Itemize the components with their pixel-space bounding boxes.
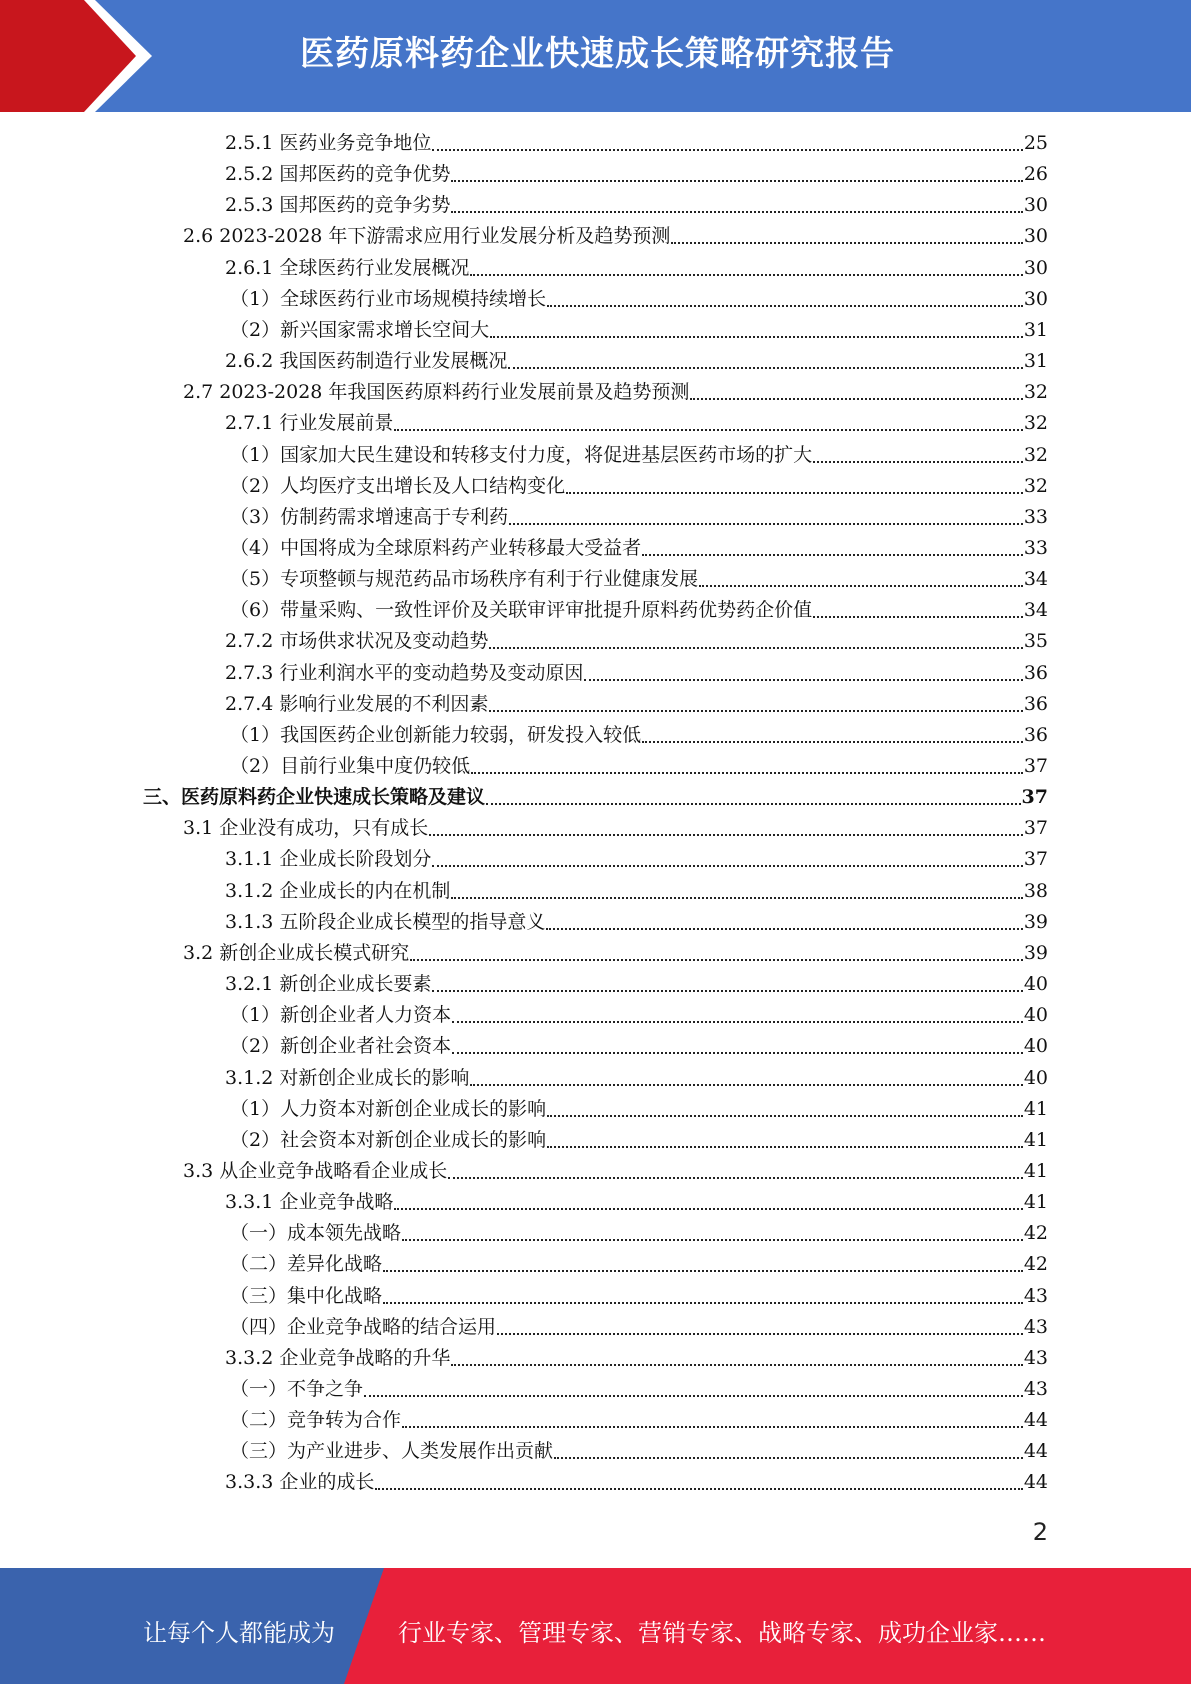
toc-entry-title: （1）新创企业者人力资本 bbox=[230, 1004, 452, 1026]
toc-dot-leader bbox=[813, 461, 1023, 463]
toc-dot-leader bbox=[432, 865, 1022, 867]
toc-dot-leader bbox=[489, 710, 1022, 712]
toc-entry[interactable] bbox=[225, 689, 1048, 720]
toc-dot-leader bbox=[642, 554, 1023, 556]
toc-entry[interactable] bbox=[225, 1343, 1048, 1374]
toc-entry-page: 37 bbox=[1023, 817, 1048, 839]
toc-entry[interactable] bbox=[230, 1312, 1048, 1343]
toc-entry-page: 37 bbox=[1021, 786, 1048, 808]
toc-entry-title: 2.6.2 我国医药制造行业发展概况 bbox=[225, 350, 508, 372]
toc-entry-title: 3.3.2 企业竞争战略的升华 bbox=[225, 1347, 451, 1369]
toc-entry-title: （6）带量采购、一致性评价及关联审评审批提升原料药优势药企价值 bbox=[230, 599, 813, 621]
page-number: 2 bbox=[1032, 1518, 1048, 1546]
toc-dot-leader bbox=[486, 803, 1021, 805]
toc-dot-leader bbox=[471, 772, 1023, 774]
toc-entry[interactable] bbox=[225, 408, 1048, 439]
toc-entry-title: 3.1.2 对新创企业成长的影响 bbox=[225, 1067, 470, 1089]
toc-entry-title: 3.3 从企业竞争战略看企业成长 bbox=[183, 1160, 448, 1182]
toc-dot-leader bbox=[547, 1146, 1023, 1148]
toc-entry-title: （1）人力资本对新创企业成长的影响 bbox=[230, 1098, 547, 1120]
toc-entry[interactable] bbox=[230, 564, 1048, 595]
toc-entry-title: 3.1.3 五阶段企业成长模型的指导意义 bbox=[225, 911, 546, 933]
toc-dot-leader bbox=[554, 1457, 1023, 1459]
toc-entry[interactable] bbox=[230, 1374, 1048, 1405]
toc-dot-leader bbox=[448, 1177, 1023, 1179]
toc-entry[interactable] bbox=[225, 1063, 1048, 1094]
toc-entry-page: 40 bbox=[1023, 1067, 1048, 1089]
toc-dot-leader bbox=[452, 1052, 1023, 1054]
toc-dot-leader bbox=[584, 679, 1022, 681]
toc-entry-page: 37 bbox=[1023, 755, 1048, 777]
toc-dot-leader bbox=[509, 523, 1023, 525]
toc-entry[interactable] bbox=[230, 595, 1048, 626]
toc-entry[interactable] bbox=[225, 159, 1048, 190]
toc-entry[interactable] bbox=[225, 626, 1048, 657]
toc-entry-page: 41 bbox=[1023, 1098, 1048, 1120]
toc-entry[interactable] bbox=[183, 221, 1048, 252]
toc-entry-title: （一）成本领先战略 bbox=[230, 1222, 402, 1244]
toc-entry-title: （2）人均医疗支出增长及人口结构变化 bbox=[230, 475, 566, 497]
toc-entry[interactable] bbox=[183, 1156, 1048, 1187]
toc-dot-leader bbox=[547, 305, 1023, 307]
toc-entry[interactable] bbox=[230, 533, 1048, 564]
toc-entry-title: 3.1.1 企业成长阶段划分 bbox=[225, 848, 432, 870]
toc-entry-title: （1）国家加大民生建设和转移支付力度，将促进基层医药市场的扩大 bbox=[230, 444, 813, 466]
toc-entry[interactable] bbox=[183, 377, 1048, 408]
toc-entry[interactable] bbox=[225, 876, 1048, 907]
toc-entry[interactable] bbox=[230, 502, 1048, 533]
toc-entry[interactable] bbox=[183, 813, 1048, 844]
toc-entry-title: 2.7.4 影响行业发展的不利因素 bbox=[225, 693, 489, 715]
toc-entry-page: 42 bbox=[1023, 1222, 1048, 1244]
toc-dot-leader bbox=[432, 149, 1022, 151]
toc-entry-page: 36 bbox=[1023, 724, 1048, 746]
toc-entry-page: 41 bbox=[1023, 1129, 1048, 1151]
report-title: 医药原料药企业快速成长策略研究报告 bbox=[300, 34, 895, 74]
toc-entry-title: （1）全球医药行业市场规模持续增长 bbox=[230, 288, 547, 310]
toc-entry-title: （一）不争之争 bbox=[230, 1378, 364, 1400]
toc-entry-page: 36 bbox=[1023, 662, 1048, 684]
toc-entry-title: 2.7 2023-2028 年我国医药原料药行业发展前景及趋势预测 bbox=[183, 381, 690, 403]
toc-dot-leader bbox=[642, 741, 1023, 743]
toc-dot-leader bbox=[671, 242, 1022, 244]
toc-entry-page: 38 bbox=[1023, 880, 1048, 902]
toc-entry[interactable] bbox=[225, 907, 1048, 938]
toc-entry-page: 40 bbox=[1023, 1035, 1048, 1057]
toc-dot-leader bbox=[432, 990, 1022, 992]
toc-entry[interactable] bbox=[225, 1467, 1048, 1498]
toc-dot-leader bbox=[394, 1208, 1022, 1210]
toc-entry[interactable] bbox=[230, 284, 1048, 315]
toc-dot-leader bbox=[451, 211, 1022, 213]
toc-dot-leader bbox=[451, 897, 1022, 899]
toc-entry-title: 2.5.1 医药业务竞争地位 bbox=[225, 132, 432, 154]
toc-entry[interactable] bbox=[230, 1000, 1048, 1031]
toc-entry-page: 33 bbox=[1023, 537, 1048, 559]
toc-entry[interactable] bbox=[230, 1405, 1048, 1436]
toc-entry-title: （1）我国医药企业创新能力较弱，研发投入较低 bbox=[230, 724, 642, 746]
toc-entry-page: 40 bbox=[1023, 1004, 1048, 1026]
toc-entry-title: （二）差异化战略 bbox=[230, 1253, 383, 1275]
toc-entry[interactable] bbox=[230, 1249, 1048, 1280]
toc-entry-page: 30 bbox=[1023, 225, 1048, 247]
toc-dot-leader bbox=[490, 336, 1023, 338]
toc-entry-page: 40 bbox=[1023, 973, 1048, 995]
toc-entry-page: 44 bbox=[1023, 1440, 1048, 1462]
toc-entry-page: 43 bbox=[1023, 1285, 1048, 1307]
footer-slogan-left: 让每个人都能成为 bbox=[143, 1619, 335, 1647]
toc-entry-page: 35 bbox=[1023, 630, 1048, 652]
toc-entry[interactable] bbox=[230, 720, 1048, 751]
toc-entry-page: 36 bbox=[1023, 693, 1048, 715]
toc-entry-page: 32 bbox=[1023, 381, 1048, 403]
toc-entry[interactable] bbox=[230, 1094, 1048, 1125]
toc-entry[interactable] bbox=[225, 128, 1048, 159]
toc-dot-leader bbox=[451, 180, 1022, 182]
toc-entry-page: 30 bbox=[1023, 288, 1048, 310]
toc-entry-title: 2.7.1 行业发展前景 bbox=[225, 412, 394, 434]
toc-entry[interactable] bbox=[143, 782, 1048, 813]
toc-entry[interactable] bbox=[230, 1281, 1048, 1312]
toc-entry-page: 25 bbox=[1023, 132, 1048, 154]
toc-entry[interactable] bbox=[225, 253, 1048, 284]
toc-dot-leader bbox=[497, 1333, 1023, 1335]
toc-entry[interactable] bbox=[225, 1187, 1048, 1218]
toc-entry-title: 3.3.3 企业的成长 bbox=[225, 1471, 375, 1493]
toc-dot-leader bbox=[547, 1115, 1023, 1117]
toc-dot-leader bbox=[813, 616, 1023, 618]
toc-entry-page: 42 bbox=[1023, 1253, 1048, 1275]
toc-dot-leader bbox=[364, 1395, 1023, 1397]
toc-dot-leader bbox=[394, 429, 1022, 431]
toc-entry[interactable] bbox=[230, 1031, 1048, 1062]
toc-entry-page: 43 bbox=[1023, 1347, 1048, 1369]
toc-entry-page: 32 bbox=[1023, 444, 1048, 466]
toc-entry-page: 39 bbox=[1023, 911, 1048, 933]
toc-entry-page: 31 bbox=[1023, 319, 1048, 341]
toc-dot-leader bbox=[383, 1270, 1023, 1272]
toc-entry-title: 2.6 2023-2028 年下游需求应用行业发展分析及趋势预测 bbox=[183, 225, 671, 247]
toc-entry[interactable] bbox=[225, 969, 1048, 1000]
toc-dot-leader bbox=[375, 1488, 1022, 1490]
toc-dot-leader bbox=[546, 928, 1022, 930]
toc-entry-title: （四）企业竞争战略的结合运用 bbox=[230, 1316, 497, 1338]
toc-dot-leader bbox=[508, 367, 1022, 369]
toc-entry-title: （二）竞争转为合作 bbox=[230, 1409, 402, 1431]
toc-dot-leader bbox=[383, 1302, 1023, 1304]
toc-entry-page: 31 bbox=[1023, 350, 1048, 372]
toc-entry-page: 26 bbox=[1023, 163, 1048, 185]
toc-entry-title: 3.1.2 企业成长的内在机制 bbox=[225, 880, 451, 902]
toc-entry-title: 3.3.1 企业竞争战略 bbox=[225, 1191, 394, 1213]
page-header bbox=[0, 0, 1191, 112]
toc-entry-title: （2）新兴国家需求增长空间大 bbox=[230, 319, 490, 341]
toc-entry[interactable] bbox=[230, 1436, 1048, 1467]
toc-entry[interactable] bbox=[225, 346, 1048, 377]
toc-entry-page: 32 bbox=[1023, 475, 1048, 497]
toc-entry-page: 37 bbox=[1023, 848, 1048, 870]
toc-entry[interactable] bbox=[230, 315, 1048, 346]
toc-entry[interactable] bbox=[225, 190, 1048, 221]
toc-entry-title: （2）目前行业集中度仍较低 bbox=[230, 755, 471, 777]
toc-dot-leader bbox=[402, 1239, 1023, 1241]
toc-dot-leader bbox=[690, 398, 1022, 400]
toc-entry-title: 3.1 企业没有成功，只有成长 bbox=[183, 817, 429, 839]
toc-entry[interactable] bbox=[225, 844, 1048, 875]
toc-entry[interactable] bbox=[225, 658, 1048, 689]
toc-entry[interactable] bbox=[230, 471, 1048, 502]
toc-entry-page: 43 bbox=[1023, 1316, 1048, 1338]
toc-entry-page: 41 bbox=[1023, 1191, 1048, 1213]
toc-entry-title: 3.2.1 新创企业成长要素 bbox=[225, 973, 432, 995]
toc-dot-leader bbox=[699, 585, 1023, 587]
toc-entry-title: （5）专项整顿与规范药品市场秩序有利于行业健康发展 bbox=[230, 568, 699, 590]
toc-entry-page: 33 bbox=[1023, 506, 1048, 528]
toc-entry-title: （三）为产业进步、人类发展作出贡献 bbox=[230, 1440, 554, 1462]
page-footer bbox=[0, 1568, 1191, 1684]
toc-dot-leader bbox=[470, 1084, 1022, 1086]
toc-dot-leader bbox=[452, 1021, 1023, 1023]
toc-dot-leader bbox=[402, 1426, 1023, 1428]
toc-entry-title: 2.7.2 市场供求状况及变动趋势 bbox=[225, 630, 489, 652]
toc-entry-title: （4）中国将成为全球原料药产业转移最大受益者 bbox=[230, 537, 642, 559]
toc-entry-page: 43 bbox=[1023, 1378, 1048, 1400]
toc-entry-title: （三）集中化战略 bbox=[230, 1285, 383, 1307]
toc-entry-page: 34 bbox=[1023, 568, 1048, 590]
toc-entry-page: 32 bbox=[1023, 412, 1048, 434]
toc-entry-title: 2.5.2 国邦医药的竞争优势 bbox=[225, 163, 451, 185]
toc-dot-leader bbox=[489, 647, 1022, 649]
toc-entry-title: （2）社会资本对新创企业成长的影响 bbox=[230, 1129, 547, 1151]
toc-entry-page: 44 bbox=[1023, 1409, 1048, 1431]
footer-slogan-right: 行业专家、管理专家、营销专家、战略专家、成功企业家…… bbox=[398, 1619, 1046, 1647]
toc-dot-leader bbox=[470, 274, 1022, 276]
toc-entry[interactable] bbox=[183, 938, 1048, 969]
toc-entry-title: 2.6.1 全球医药行业发展概况 bbox=[225, 257, 470, 279]
toc-entry[interactable] bbox=[230, 440, 1048, 471]
toc-entry[interactable] bbox=[230, 751, 1048, 782]
toc-entry-page: 41 bbox=[1023, 1160, 1048, 1182]
toc-dot-leader bbox=[429, 834, 1023, 836]
toc-entry-page: 44 bbox=[1023, 1471, 1048, 1493]
toc-dot-leader bbox=[451, 1364, 1022, 1366]
toc-entry-title: （3）仿制药需求增速高于专利药 bbox=[230, 506, 509, 528]
toc-entry-page: 30 bbox=[1023, 194, 1048, 216]
toc-dot-leader bbox=[566, 492, 1023, 494]
toc-entry-title: 三、医药原料药企业快速成长策略及建议 bbox=[143, 786, 486, 808]
toc-entry-page: 39 bbox=[1023, 942, 1048, 964]
toc-entry-title: 2.7.3 行业利润水平的变动趋势及变动原因 bbox=[225, 662, 584, 684]
toc-entry[interactable] bbox=[230, 1218, 1048, 1249]
toc-entry-title: 2.5.3 国邦医药的竞争劣势 bbox=[225, 194, 451, 216]
toc-dot-leader bbox=[410, 959, 1023, 961]
toc-entry-title: 3.2 新创企业成长模式研究 bbox=[183, 942, 410, 964]
toc-entry-title: （2）新创企业者社会资本 bbox=[230, 1035, 452, 1057]
toc-entry[interactable] bbox=[230, 1125, 1048, 1156]
toc-entry-page: 30 bbox=[1023, 257, 1048, 279]
toc-entry-page: 34 bbox=[1023, 599, 1048, 621]
